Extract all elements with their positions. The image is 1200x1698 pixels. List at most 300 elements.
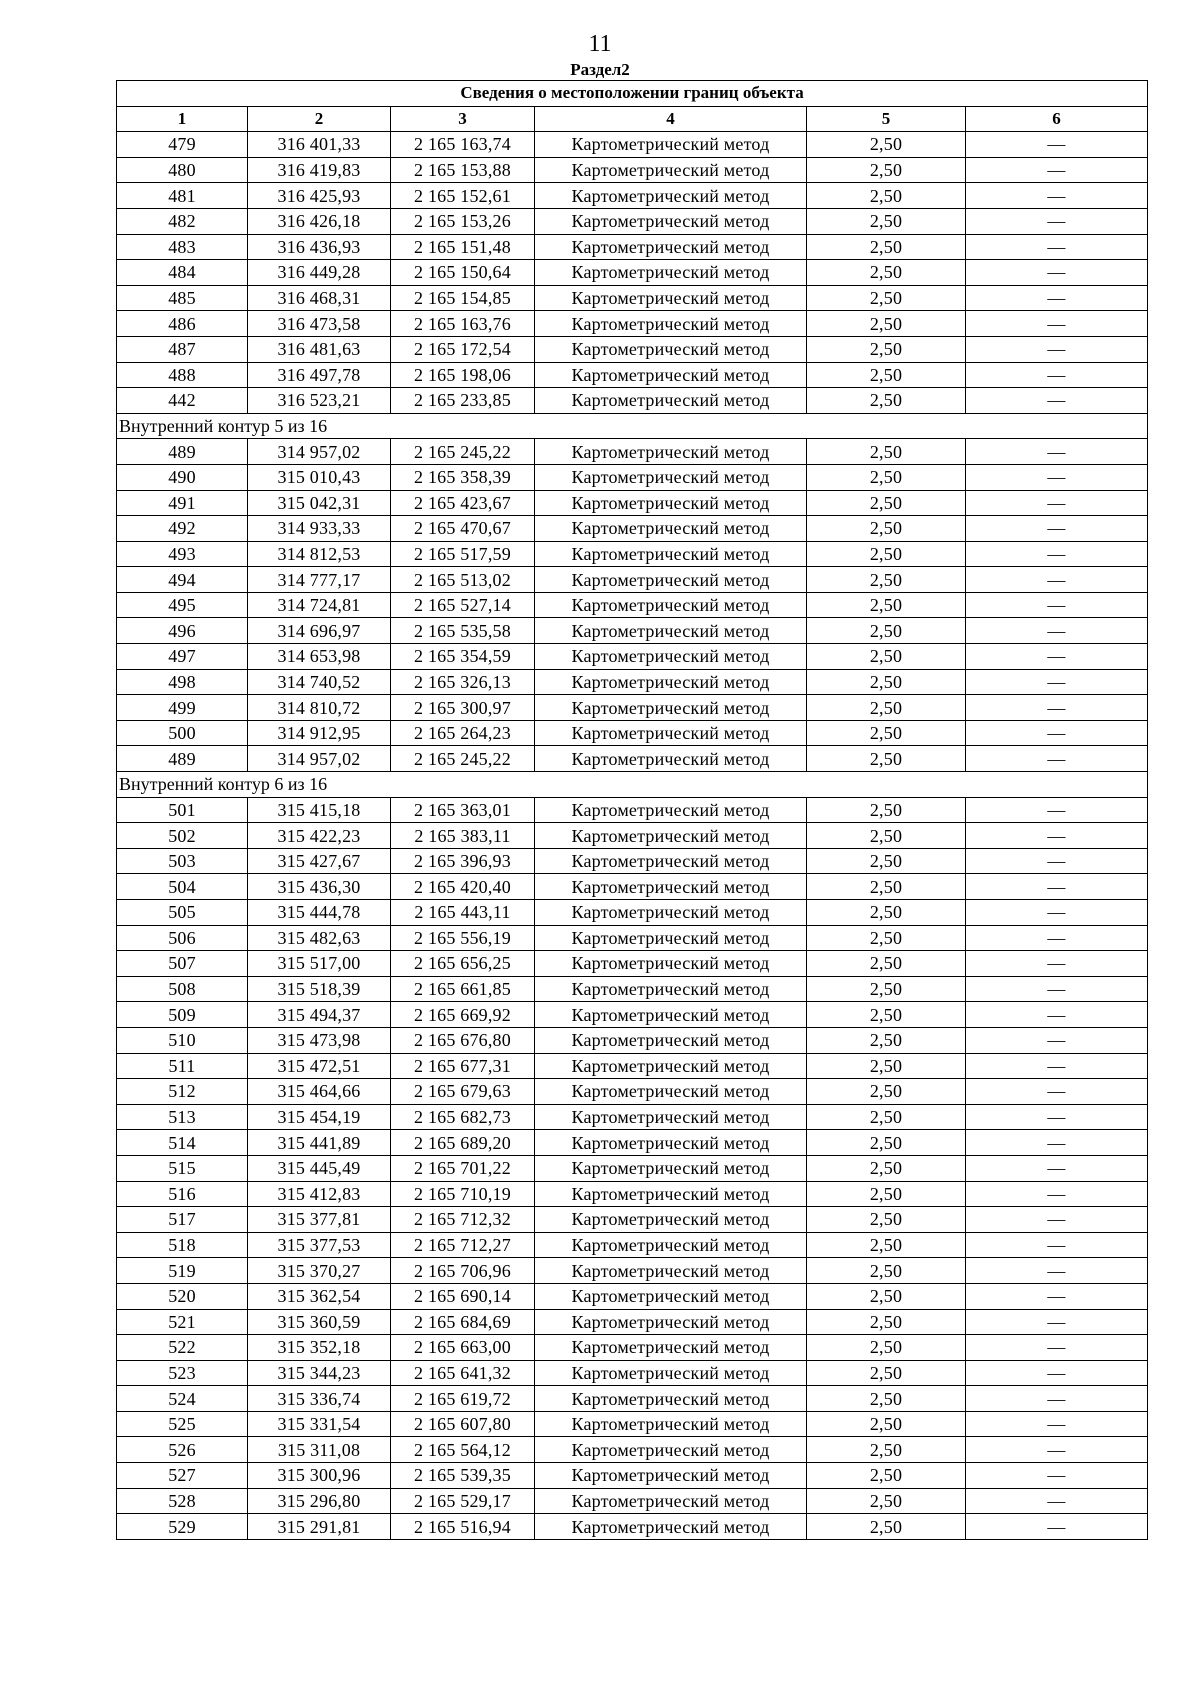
y-coordinate-cell: 2 165 153,88 (391, 157, 535, 183)
table-row (117, 618, 1148, 644)
contour-label: Внутренний контур 5 из 16 (117, 413, 1148, 439)
point-number-cell: 524 (117, 1386, 248, 1412)
accuracy-cell: 2,50 (807, 669, 966, 695)
note-cell: — (966, 823, 1148, 849)
y-coordinate-cell: 2 165 470,67 (391, 516, 535, 542)
point-number-cell: 483 (117, 234, 248, 260)
table-row (117, 592, 1148, 618)
method-cell: Картометрический метод (535, 388, 807, 414)
point-number-cell: 481 (117, 183, 248, 209)
accuracy-cell: 2,50 (807, 388, 966, 414)
x-coordinate-cell: 315 344,23 (248, 1360, 391, 1386)
note-cell: — (966, 1181, 1148, 1207)
accuracy-cell: 2,50 (807, 976, 966, 1002)
x-coordinate-cell: 315 445,49 (248, 1155, 391, 1181)
y-coordinate-cell: 2 165 245,22 (391, 746, 535, 772)
accuracy-cell: 2,50 (807, 1104, 966, 1130)
method-cell: Картометрический метод (535, 797, 807, 823)
note-cell: — (966, 285, 1148, 311)
note-cell: — (966, 1232, 1148, 1258)
x-coordinate-cell: 316 401,33 (248, 132, 391, 158)
y-coordinate-cell: 2 165 690,14 (391, 1283, 535, 1309)
x-coordinate-cell: 315 422,23 (248, 823, 391, 849)
accuracy-cell: 2,50 (807, 1488, 966, 1514)
point-number-cell: 492 (117, 516, 248, 542)
accuracy-cell: 2,50 (807, 1463, 966, 1489)
boundary-table (116, 80, 1148, 1540)
y-coordinate-cell: 2 165 163,76 (391, 311, 535, 337)
note-cell: — (966, 1309, 1148, 1335)
accuracy-cell: 2,50 (807, 874, 966, 900)
x-coordinate-cell: 314 957,02 (248, 746, 391, 772)
y-coordinate-cell: 2 165 712,27 (391, 1232, 535, 1258)
table-row (117, 1207, 1148, 1233)
note-cell: — (966, 1488, 1148, 1514)
method-cell: Картометрический метод (535, 695, 807, 721)
accuracy-cell: 2,50 (807, 1514, 966, 1540)
point-number-cell: 515 (117, 1155, 248, 1181)
note-cell: — (966, 1437, 1148, 1463)
table-row (117, 208, 1148, 234)
note-cell: — (966, 1155, 1148, 1181)
y-coordinate-cell: 2 165 710,19 (391, 1181, 535, 1207)
column-header: 3 (391, 106, 535, 132)
y-coordinate-cell: 2 165 383,11 (391, 823, 535, 849)
point-number-cell: 490 (117, 464, 248, 490)
accuracy-cell: 2,50 (807, 490, 966, 516)
accuracy-cell: 2,50 (807, 1386, 966, 1412)
note-cell: — (966, 157, 1148, 183)
note-cell: — (966, 1207, 1148, 1233)
table-row (117, 951, 1148, 977)
note-cell: — (966, 362, 1148, 388)
column-header-row (117, 106, 1148, 132)
x-coordinate-cell: 314 696,97 (248, 618, 391, 644)
x-coordinate-cell: 314 933,33 (248, 516, 391, 542)
note-cell: — (966, 1514, 1148, 1540)
x-coordinate-cell: 314 777,17 (248, 567, 391, 593)
y-coordinate-cell: 2 165 689,20 (391, 1130, 535, 1156)
table-row (117, 1514, 1148, 1540)
method-cell: Картометрический метод (535, 1463, 807, 1489)
table-row (117, 1002, 1148, 1028)
y-coordinate-cell: 2 165 354,59 (391, 644, 535, 670)
point-number-cell: 486 (117, 311, 248, 337)
method-cell: Картометрический метод (535, 362, 807, 388)
point-number-cell: 484 (117, 260, 248, 286)
note-cell: — (966, 1283, 1148, 1309)
table-row (117, 1155, 1148, 1181)
x-coordinate-cell: 314 912,95 (248, 720, 391, 746)
y-coordinate-cell: 2 165 656,25 (391, 951, 535, 977)
accuracy-cell: 2,50 (807, 1027, 966, 1053)
x-coordinate-cell: 314 812,53 (248, 541, 391, 567)
x-coordinate-cell: 315 377,53 (248, 1232, 391, 1258)
accuracy-cell: 2,50 (807, 848, 966, 874)
x-coordinate-cell: 316 481,63 (248, 336, 391, 362)
x-coordinate-cell: 315 331,54 (248, 1411, 391, 1437)
accuracy-cell: 2,50 (807, 1283, 966, 1309)
y-coordinate-cell: 2 165 150,64 (391, 260, 535, 286)
accuracy-cell: 2,50 (807, 439, 966, 465)
method-cell: Картометрический метод (535, 1232, 807, 1258)
x-coordinate-cell: 316 523,21 (248, 388, 391, 414)
note-cell: — (966, 695, 1148, 721)
method-cell: Картометрический метод (535, 1488, 807, 1514)
y-coordinate-cell: 2 165 535,58 (391, 618, 535, 644)
table-title: Сведения о местоположении границ объекта (117, 81, 1148, 107)
accuracy-cell: 2,50 (807, 336, 966, 362)
method-cell: Картометрический метод (535, 285, 807, 311)
table-row (117, 311, 1148, 337)
accuracy-cell: 2,50 (807, 746, 966, 772)
x-coordinate-cell: 315 291,81 (248, 1514, 391, 1540)
table-row (117, 1360, 1148, 1386)
note-cell: — (966, 1411, 1148, 1437)
point-number-cell: 504 (117, 874, 248, 900)
x-coordinate-cell: 316 425,93 (248, 183, 391, 209)
table-row (117, 644, 1148, 670)
y-coordinate-cell: 2 165 245,22 (391, 439, 535, 465)
x-coordinate-cell: 315 517,00 (248, 951, 391, 977)
point-number-cell: 489 (117, 439, 248, 465)
x-coordinate-cell: 315 436,30 (248, 874, 391, 900)
table-row (117, 132, 1148, 158)
y-coordinate-cell: 2 165 564,12 (391, 1437, 535, 1463)
method-cell: Картометрический метод (535, 1514, 807, 1540)
accuracy-cell: 2,50 (807, 208, 966, 234)
accuracy-cell: 2,50 (807, 541, 966, 567)
accuracy-cell: 2,50 (807, 695, 966, 721)
x-coordinate-cell: 315 336,74 (248, 1386, 391, 1412)
method-cell: Картометрический метод (535, 669, 807, 695)
column-header: 4 (535, 106, 807, 132)
method-cell: Картометрический метод (535, 311, 807, 337)
note-cell: — (966, 669, 1148, 695)
x-coordinate-cell: 315 360,59 (248, 1309, 391, 1335)
method-cell: Картометрический метод (535, 1283, 807, 1309)
method-cell: Картометрический метод (535, 1386, 807, 1412)
y-coordinate-cell: 2 165 363,01 (391, 797, 535, 823)
y-coordinate-cell: 2 165 172,54 (391, 336, 535, 362)
note-cell: — (966, 1079, 1148, 1105)
accuracy-cell: 2,50 (807, 1130, 966, 1156)
x-coordinate-cell: 316 449,28 (248, 260, 391, 286)
x-coordinate-cell: 315 377,81 (248, 1207, 391, 1233)
accuracy-cell: 2,50 (807, 1411, 966, 1437)
y-coordinate-cell: 2 165 420,40 (391, 874, 535, 900)
accuracy-cell: 2,50 (807, 1207, 966, 1233)
y-coordinate-cell: 2 165 443,11 (391, 900, 535, 926)
accuracy-cell: 2,50 (807, 1258, 966, 1284)
x-coordinate-cell: 315 042,31 (248, 490, 391, 516)
x-coordinate-cell: 315 370,27 (248, 1258, 391, 1284)
accuracy-cell: 2,50 (807, 618, 966, 644)
method-cell: Картометрический метод (535, 208, 807, 234)
y-coordinate-cell: 2 165 423,67 (391, 490, 535, 516)
note-cell: — (966, 951, 1148, 977)
y-coordinate-cell: 2 165 326,13 (391, 669, 535, 695)
method-cell: Картометрический метод (535, 1002, 807, 1028)
table-row (117, 1104, 1148, 1130)
table-body (117, 132, 1148, 1540)
y-coordinate-cell: 2 165 163,74 (391, 132, 535, 158)
point-number-cell: 520 (117, 1283, 248, 1309)
point-number-cell: 503 (117, 848, 248, 874)
table-row (117, 1335, 1148, 1361)
y-coordinate-cell: 2 165 556,19 (391, 925, 535, 951)
table-row (117, 1283, 1148, 1309)
accuracy-cell: 2,50 (807, 311, 966, 337)
method-cell: Картометрический метод (535, 1104, 807, 1130)
y-coordinate-cell: 2 165 527,14 (391, 592, 535, 618)
method-cell: Картометрический метод (535, 848, 807, 874)
method-cell: Картометрический метод (535, 157, 807, 183)
point-number-cell: 514 (117, 1130, 248, 1156)
table-row (117, 541, 1148, 567)
y-coordinate-cell: 2 165 233,85 (391, 388, 535, 414)
table-row (117, 1181, 1148, 1207)
y-coordinate-cell: 2 165 264,23 (391, 720, 535, 746)
accuracy-cell: 2,50 (807, 516, 966, 542)
method-cell: Картометрический метод (535, 1079, 807, 1105)
point-number-cell: 494 (117, 567, 248, 593)
point-number-cell: 489 (117, 746, 248, 772)
table-row (117, 516, 1148, 542)
point-number-cell: 480 (117, 157, 248, 183)
x-coordinate-cell: 315 444,78 (248, 900, 391, 926)
point-number-cell: 488 (117, 362, 248, 388)
y-coordinate-cell: 2 165 300,97 (391, 695, 535, 721)
method-cell: Картометрический метод (535, 1411, 807, 1437)
table-row (117, 157, 1148, 183)
accuracy-cell: 2,50 (807, 132, 966, 158)
note-cell: — (966, 541, 1148, 567)
x-coordinate-cell: 315 482,63 (248, 925, 391, 951)
table-row (117, 1437, 1148, 1463)
method-cell: Картометрический метод (535, 132, 807, 158)
table-row (117, 669, 1148, 695)
table-row (117, 1309, 1148, 1335)
accuracy-cell: 2,50 (807, 234, 966, 260)
accuracy-cell: 2,50 (807, 900, 966, 926)
note-cell: — (966, 132, 1148, 158)
note-cell: — (966, 1053, 1148, 1079)
note-cell: — (966, 439, 1148, 465)
method-cell: Картометрический метод (535, 1258, 807, 1284)
table-row (117, 336, 1148, 362)
point-number-cell: 513 (117, 1104, 248, 1130)
y-coordinate-cell: 2 165 663,00 (391, 1335, 535, 1361)
note-cell: — (966, 1130, 1148, 1156)
point-number-cell: 502 (117, 823, 248, 849)
note-cell: — (966, 1335, 1148, 1361)
note-cell: — (966, 464, 1148, 490)
method-cell: Картометрический метод (535, 823, 807, 849)
x-coordinate-cell: 315 473,98 (248, 1027, 391, 1053)
column-header: 2 (248, 106, 391, 132)
method-cell: Картометрический метод (535, 900, 807, 926)
y-coordinate-cell: 2 165 516,94 (391, 1514, 535, 1540)
note-cell: — (966, 644, 1148, 670)
method-cell: Картометрический метод (535, 1335, 807, 1361)
point-number-cell: 498 (117, 669, 248, 695)
point-number-cell: 505 (117, 900, 248, 926)
point-number-cell: 482 (117, 208, 248, 234)
y-coordinate-cell: 2 165 358,39 (391, 464, 535, 490)
point-number-cell: 499 (117, 695, 248, 721)
table-row (117, 900, 1148, 926)
point-number-cell: 495 (117, 592, 248, 618)
point-number-cell: 527 (117, 1463, 248, 1489)
method-cell: Картометрический метод (535, 976, 807, 1002)
note-cell: — (966, 234, 1148, 260)
x-coordinate-cell: 315 415,18 (248, 797, 391, 823)
accuracy-cell: 2,50 (807, 951, 966, 977)
column-header: 5 (807, 106, 966, 132)
note-cell: — (966, 1386, 1148, 1412)
point-number-cell: 500 (117, 720, 248, 746)
note-cell: — (966, 567, 1148, 593)
x-coordinate-cell: 314 957,02 (248, 439, 391, 465)
accuracy-cell: 2,50 (807, 157, 966, 183)
point-number-cell: 501 (117, 797, 248, 823)
table-row (117, 1027, 1148, 1053)
contour-header-row (117, 413, 1148, 439)
point-number-cell: 516 (117, 1181, 248, 1207)
page-number: 11 (588, 31, 612, 57)
point-number-cell: 510 (117, 1027, 248, 1053)
point-number-cell: 523 (117, 1360, 248, 1386)
x-coordinate-cell: 315 494,37 (248, 1002, 391, 1028)
x-coordinate-cell: 314 724,81 (248, 592, 391, 618)
x-coordinate-cell: 315 454,19 (248, 1104, 391, 1130)
point-number-cell: 442 (117, 388, 248, 414)
note-cell: — (966, 797, 1148, 823)
table-row (117, 874, 1148, 900)
accuracy-cell: 2,50 (807, 260, 966, 286)
method-cell: Картометрический метод (535, 874, 807, 900)
method-cell: Картометрический метод (535, 516, 807, 542)
table-row (117, 823, 1148, 849)
x-coordinate-cell: 315 427,67 (248, 848, 391, 874)
accuracy-cell: 2,50 (807, 567, 966, 593)
x-coordinate-cell: 315 296,80 (248, 1488, 391, 1514)
note-cell: — (966, 183, 1148, 209)
point-number-cell: 511 (117, 1053, 248, 1079)
accuracy-cell: 2,50 (807, 644, 966, 670)
point-number-cell: 508 (117, 976, 248, 1002)
y-coordinate-cell: 2 165 517,59 (391, 541, 535, 567)
x-coordinate-cell: 315 412,83 (248, 1181, 391, 1207)
table-row (117, 388, 1148, 414)
note-cell: — (966, 874, 1148, 900)
accuracy-cell: 2,50 (807, 285, 966, 311)
point-number-cell: 479 (117, 132, 248, 158)
table-row (117, 1488, 1148, 1514)
method-cell: Картометрический метод (535, 1437, 807, 1463)
point-number-cell: 497 (117, 644, 248, 670)
note-cell: — (966, 1360, 1148, 1386)
accuracy-cell: 2,50 (807, 797, 966, 823)
note-cell: — (966, 900, 1148, 926)
method-cell: Картометрический метод (535, 1053, 807, 1079)
point-number-cell: 491 (117, 490, 248, 516)
accuracy-cell: 2,50 (807, 1002, 966, 1028)
table-row (117, 464, 1148, 490)
table-row (117, 848, 1148, 874)
table-title-row (117, 81, 1148, 107)
table-row (117, 1258, 1148, 1284)
method-cell: Картометрический метод (535, 720, 807, 746)
note-cell: — (966, 1463, 1148, 1489)
note-cell: — (966, 925, 1148, 951)
method-cell: Картометрический метод (535, 951, 807, 977)
y-coordinate-cell: 2 165 153,26 (391, 208, 535, 234)
x-coordinate-cell: 316 468,31 (248, 285, 391, 311)
point-number-cell: 509 (117, 1002, 248, 1028)
method-cell: Картометрический метод (535, 746, 807, 772)
y-coordinate-cell: 2 165 706,96 (391, 1258, 535, 1284)
x-coordinate-cell: 315 010,43 (248, 464, 391, 490)
note-cell: — (966, 516, 1148, 542)
x-coordinate-cell: 315 311,08 (248, 1437, 391, 1463)
note-cell: — (966, 208, 1148, 234)
accuracy-cell: 2,50 (807, 823, 966, 849)
table-row (117, 1130, 1148, 1156)
note-cell: — (966, 592, 1148, 618)
table-row (117, 797, 1148, 823)
accuracy-cell: 2,50 (807, 925, 966, 951)
y-coordinate-cell: 2 165 669,92 (391, 1002, 535, 1028)
note-cell: — (966, 976, 1148, 1002)
note-cell: — (966, 618, 1148, 644)
method-cell: Картометрический метод (535, 234, 807, 260)
x-coordinate-cell: 315 441,89 (248, 1130, 391, 1156)
y-coordinate-cell: 2 165 679,63 (391, 1079, 535, 1105)
point-number-cell: 506 (117, 925, 248, 951)
x-coordinate-cell: 316 473,58 (248, 311, 391, 337)
table-row (117, 1232, 1148, 1258)
y-coordinate-cell: 2 165 198,06 (391, 362, 535, 388)
table-row (117, 260, 1148, 286)
table-row (117, 1463, 1148, 1489)
y-coordinate-cell: 2 165 396,93 (391, 848, 535, 874)
point-number-cell: 518 (117, 1232, 248, 1258)
x-coordinate-cell: 315 300,96 (248, 1463, 391, 1489)
point-number-cell: 517 (117, 1207, 248, 1233)
y-coordinate-cell: 2 165 684,69 (391, 1309, 535, 1335)
point-number-cell: 529 (117, 1514, 248, 1540)
y-coordinate-cell: 2 165 676,80 (391, 1027, 535, 1053)
table-row (117, 1386, 1148, 1412)
method-cell: Картометрический метод (535, 618, 807, 644)
accuracy-cell: 2,50 (807, 592, 966, 618)
method-cell: Картометрический метод (535, 1130, 807, 1156)
point-number-cell: 487 (117, 336, 248, 362)
point-number-cell: 525 (117, 1411, 248, 1437)
method-cell: Картометрический метод (535, 592, 807, 618)
table-row (117, 439, 1148, 465)
y-coordinate-cell: 2 165 682,73 (391, 1104, 535, 1130)
y-coordinate-cell: 2 165 677,31 (391, 1053, 535, 1079)
table-row (117, 234, 1148, 260)
accuracy-cell: 2,50 (807, 1155, 966, 1181)
table-row (117, 925, 1148, 951)
method-cell: Картометрический метод (535, 1360, 807, 1386)
y-coordinate-cell: 2 165 152,61 (391, 183, 535, 209)
point-number-cell: 519 (117, 1258, 248, 1284)
